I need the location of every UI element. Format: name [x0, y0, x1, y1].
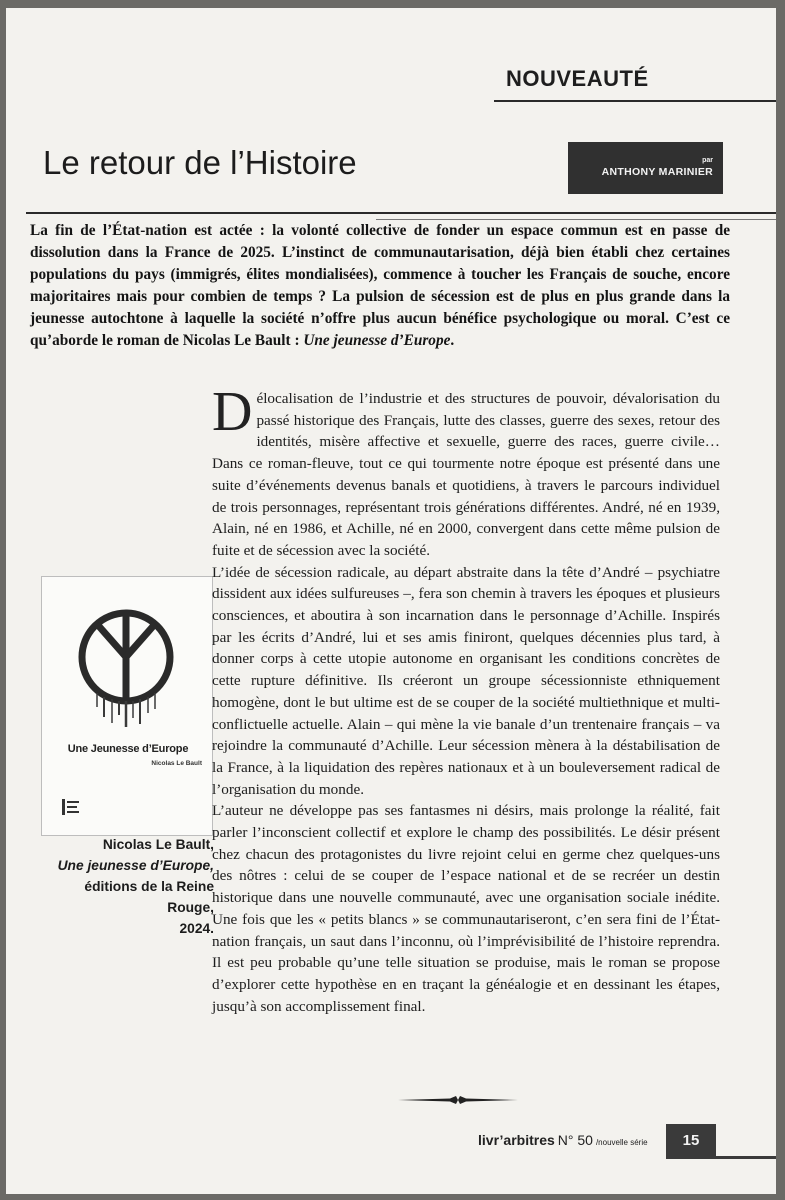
book-cover-title: Une Jeunesse d’Europe — [67, 743, 189, 755]
publisher-logo-icon — [62, 799, 82, 815]
page-number: 15 — [666, 1124, 716, 1158]
caption-author: Nicolas Le Bault, — [102, 837, 214, 852]
author-name: ANTHONY MARINIER — [601, 166, 713, 178]
book-caption — [36, 834, 214, 939]
issue-number: N° 50 — [557, 1132, 593, 1148]
body-paragraph: L’idée de sécession radicale, au départ abstraite dans la tête d’André – psychiatre dissident aux idées sulfureuses –, fera son chemin à travers les époques et plusieurs consciences, et aboutira à son incarnation dans le personnage d’Achille. Inspirés par les écrits d’André, lui et ses amis finiront, quelques décennies plus tard, à donner corps à cette utopie autonome en organisant les conditions concrètes de cette rupture définitive. Ils créeront un groupe sécessionniste ethniquement homogène, dont le but ultime est de se couper de la société multiethnique et multi-conflictuelle actuelle. Alain – qui mène la vie banale d’un trentenaire français – va rejoindre la communauté d’Achille. Leur sécession mènera à la déstabilisation de la France, à la liquidation des repères nationaux et à un bouleversement radical de l’organisation du monde. — [212, 563, 720, 798]
caption-title: Une jeunesse d’Europe, — [57, 858, 214, 873]
caption-year: 2024. — [179, 921, 214, 936]
author-box — [568, 142, 723, 194]
section-label: NOUVEAUTÉ — [506, 66, 649, 91]
body-paragraph: L’auteur ne développe pas ses fantasmes ni désirs, mais prolonge la réalité, fait parler l’inconscient collectif et explore le champ des possibilités. Le désir présent chez chacun des protagonistes du livre rejoint celui en germe chez quelques-uns des nôtres : celui de se couper de l’espace national et de se recréer un destin historique dans une nouvelle communauté, avec une organisation sociale inédite. Une fois que les « petits blancs » se communautariseront, c’en sera fini de l’État-nation français, un saut dans l’inconnu, où l’imprévisibilité de l’histoire reprendra. Il est peu probable qu’une telle situation se produise, mais le roman se propose d’explorer cette hypothèse en en traçant la généalogie et en dessinant les étapes, jusqu’à son accomplissement final. — [212, 802, 720, 1015]
magazine-name: livr’arbitres — [478, 1132, 555, 1148]
lead-book-title: Une jeunesse d’Europe — [303, 332, 451, 349]
book-cover-author: Nicolas Le Bault — [151, 760, 202, 767]
title-rule — [26, 212, 776, 214]
lead-end: . — [450, 332, 455, 349]
magazine-page — [6, 8, 776, 1194]
author-prefix: par — [702, 157, 713, 164]
page-footer — [478, 1132, 648, 1150]
caption-publisher: éditions de la Reine Rouge, — [84, 879, 214, 915]
article-title: Le retour de l’Histoire — [43, 144, 357, 181]
lead-text: La fin de l’État-nation est actée : la volonté collective de fonder un espace commun est en passe de dissolution dans la France de 2025. L’instinct de communautarisation, déjà bien établi chez certaines populations du pays (immigrés, élites mondialisées), commence à toucher les Français de souche, encore majoritaires mais pour combien de temps ? La pulsion de sécession est de plus en plus grande dans la jeunesse autochtone à laquelle la société n’offre plus aucun bénéfice psychologique ou moral. C’est ce qu’aborde le roman de Nicolas Le Bault : — [30, 222, 730, 349]
ornament-divider-icon — [398, 1094, 518, 1106]
book-cover — [41, 576, 213, 836]
body-text-1: élocalisation de l’industrie et des structures de pouvoir, dévalorisation du passé historique des Français, lutte des classes, guerre des sexes, retour des identités, misère affective et sexuelle, guerre des races, guerre civile… Dans ce roman-fleuve, tout ce qui tourmente notre époque est présenté dans une suite d’événements devenus banals et quotidiens, à travers le parcours individuel de trois personnages, représentant trois générations différentes. André, né en 1939, Alain, né en 1986, et Achille, né en 2000, convergent dans cette même pulsion de fuite et de sécession avec la société. — [212, 390, 720, 559]
article-body — [212, 381, 720, 1017]
series-label: /nouvelle série — [595, 1138, 648, 1147]
peace-symbol-icon — [42, 577, 212, 737]
section-rule — [494, 100, 776, 102]
lead-paragraph — [30, 220, 730, 352]
drop-cap: D — [212, 381, 253, 443]
page-number-rule — [666, 1156, 776, 1159]
body-paragraph — [212, 381, 720, 562]
